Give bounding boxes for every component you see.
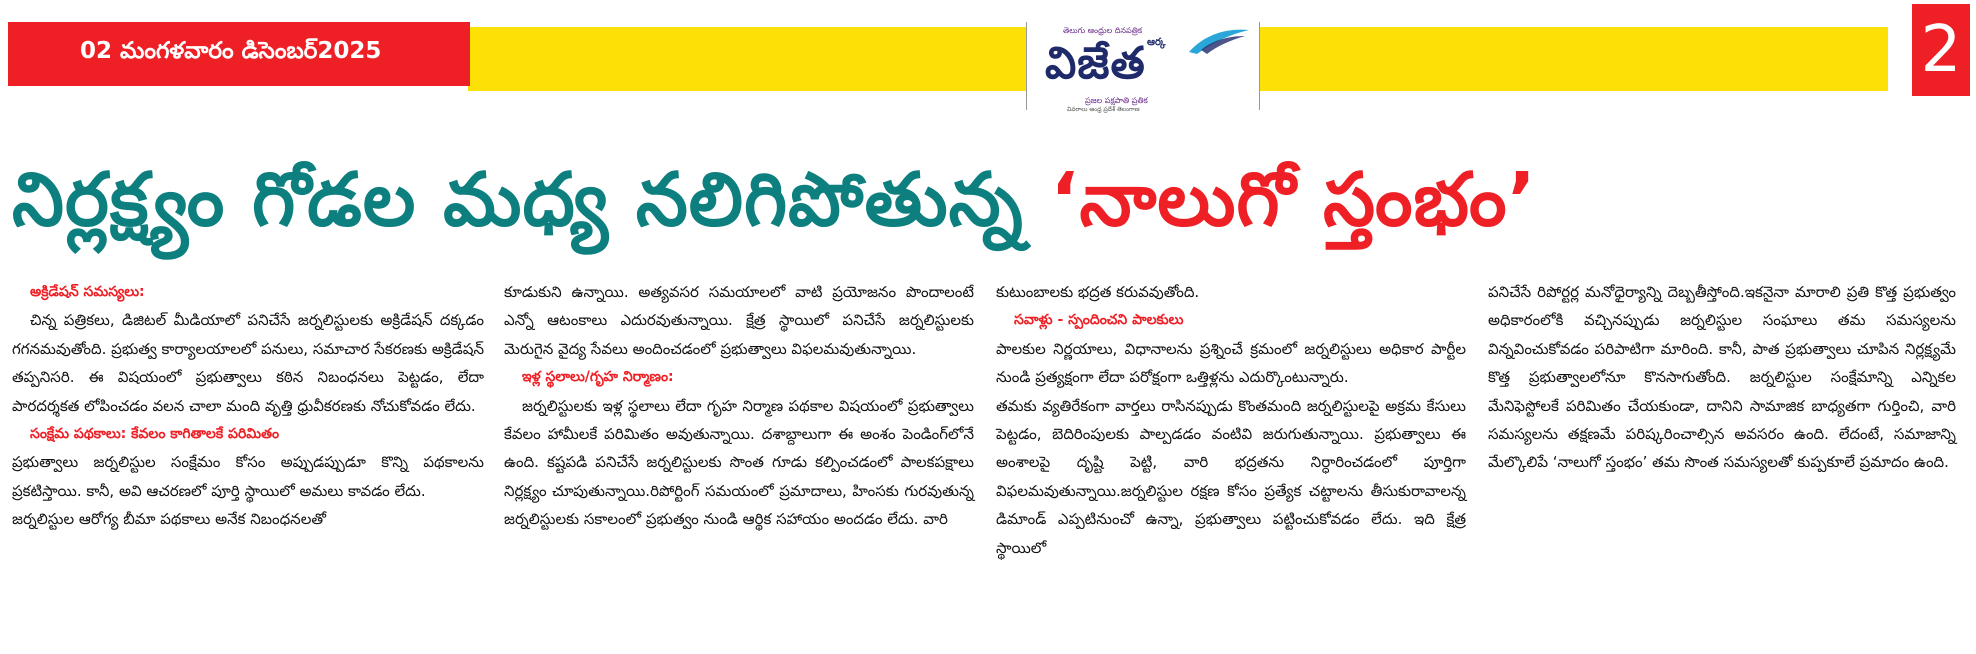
article-column-3 [996,278,1466,562]
subheading-challenges: సవాళ్లు - స్పందించని పాలకులు [1014,312,1184,329]
logo-brand-small: ఆర్క [1147,37,1166,48]
masthead-date [8,22,470,86]
paragraph: జర్నలిస్టులకు ఇళ్ల స్థలాలు లేదా గృహ నిర్మాణ పథకాల విషయంలో ప్రభుత్వాలు కేవలం హామీలకే పరిమితం అవుతున్నాయి. దశాబ్దాలుగా ఈ అంశం పెండింగ్‌లోనే ఉంది. కష్టపడి పనిచేసే జర్నలిస్టులకు సొంత గూడు కల్పించడంలో పాలకపక్షాలు నిర్లక్ష్యం చూపుతున్నాయి.రిపోర్టింగ్ సమయంలో ప్రమాదాలు, హింసకు గురవుతున్న జర్నలిస్టులకు సకాలంలో ప్రభుత్వం నుండి ఆర్థిక సహాయం అందడం లేదు. వారి [504,396,974,529]
masthead-logo [1026,22,1260,113]
subheading-housing: ఇళ్ల స్థలాలు/గృహ నిర్మాణం: [522,369,674,386]
paragraph: పాలకుల నిర్ణయాలు, విధానాలను ప్రశ్నించే క్రమంలో జర్నలిస్టులు అధికార పార్టీల నుండి ప్రత్యక్షంగా లేదా పరోక్షంగా ఒత్తిళ్లను ఎదుర్కొంటున్నారు. [996,339,1466,387]
logo-tagline-top: తెలుగు ఆంధ్రుల దినపత్రిక [1063,26,1143,35]
logo-wordmark: విజేత [1045,38,1146,89]
logo-tagline-bottom: ప్రజల పక్షపాతి ప్రతిక [1085,96,1148,105]
page-number [1912,4,1970,96]
paragraph: కుటుంబాలకు భద్రత కరువవుతోంది. [996,283,1200,301]
headline-highlight: ‘నాలుగో స్తంభం’ [1050,157,1537,243]
paragraph: పనిచేసే రిపోర్టర్ల మనోధైర్యాన్ని దెబ్బతీస్తోంది.ఇకనైనా మారాలి ప్రతి కొత్త ప్రభుత్వం అధికారంలోకి వచ్చినప్పుడు జర్నలిస్టుల సంఘాలు తమ సమస్యలను విన్నవించుకోవడం పరిపాటిగా మారింది. కానీ, పాత ప్రభుత్వాలు చూపిన నిర్లక్ష్యమే కొత్త ప్రభుత్వాలలోనూ కొనసాగుతోంది. జర్నలిస్టుల సంక్షేమాన్ని ఎన్నికల మేనిఫెస్టోలకే పరిమితం చేయకుండా, దానిని సామాజిక బాధ్యతగా గుర్తించి, వారి సమస్యలను తక్షణమే పరిష్కరించాల్సిన అవసరం ఉంది. లేదంటే, సమాజాన్ని మేల్కొలిపే ‘నాలుగో స్తంభం’ తమ సొంత సమస్యలతో కుప్పకూలే ప్రమాదం ఉంది. [1488,283,1956,472]
headline-main: నిర్లక్ష్యం గోడల మధ్య నలిగిపోతున్న [12,157,1051,243]
article-column-2 [504,278,974,534]
subheading-accreditation: అక్రిడేషన్ సమస్యలు: [30,284,145,300]
logo-swoosh-icon [1187,26,1251,56]
subheading-welfare-schemes: సంక్షేమ పథకాలు: కేవలం కాగితాలకే పరిమితం [30,426,280,443]
page-number-text: 2 [1920,13,1962,87]
date-text: 02 మంగళవారం డిసెంబర్2025 [80,38,382,64]
paragraph: కూడుకుని ఉన్నాయి. అత్యవసర సమయాలలో వాటి ప్రయోజనం పొందాలంటే ఎన్నో ఆటంకాలు ఎదురవుతున్నాయి. క్షేత్ర స్థాయిలో పనిచేసే జర్నలిస్టులకు మెరుగైన వైద్య సేవలు అందించడంలో ప్రభుత్వాలు విఫలమవుతున్నాయి. [504,283,974,358]
page-headline [12,140,1972,276]
article-column-4 [1488,278,1956,477]
paragraph: జర్నలిస్టుల ఆరోగ్య బీమా పథకాలు అనేక నిబంధనలతో [12,510,326,529]
paragraph: చిన్న పత్రికలు, డిజిటల్ మీడియాలో పనిచేసే జర్నలిస్టులకు అక్రిడేషన్ దక్కడం గగనమవుతోంది. ప్రభుత్వ కార్యాలయాలలో పనులు, సమాచార సేకరణకు అక్రిడేషన్ తప్పనిసరి. ఈ విషయంలో ప్రభుత్వాలు కఠిన నిబంధనలు పెట్టడం, లేదా పారదర్శకత లోపించడం వలన చాలా మంది వృత్తి ధ్రువీకరణకు నోచుకోవడం లేదు. [12,311,484,415]
logo-tagline-bottom-small: వివరాలు ఆంధ్ర ప్రదేశ్ తెలంగాణ [1067,106,1140,113]
paragraph: తమకు వ్యతిరేకంగా వార్తలు రాసినప్పుడు కొంతమంది జర్నలిస్టులపై అక్రమ కేసులు పెట్టడం, బెదిరింపులకు పాల్పడడం వంటివి జరుగుతున్నాయి. ప్రభుత్వాలు ఈ అంశాలపై దృష్టి పెట్టి, వారి భద్రతను నిర్ధారించడంలో పూర్తిగా విఫలమవుతున్నాయి.జర్నలిస్టుల రక్షణ కోసం ప్రత్యేక చట్టాలను తీసుకురావాలన్న డిమాండ్ ఎప్పటినుంచో ఉన్నా, ప్రభుత్వాలు పట్టించుకోవడం లేదు. ఇది క్షేత్ర స్థాయిలో [996,396,1466,557]
paragraph: ప్రభుత్వాలు జర్నలిస్టుల సంక్షేమం కోసం అప్పుడప్పుడూ కొన్ని పథకాలను ప్రకటిస్తాయి. కానీ, అవి ఆచరణలో పూర్తి స్థాయిలో అమలు కావడం లేదు. [12,453,484,500]
article-column-1 [12,278,484,534]
